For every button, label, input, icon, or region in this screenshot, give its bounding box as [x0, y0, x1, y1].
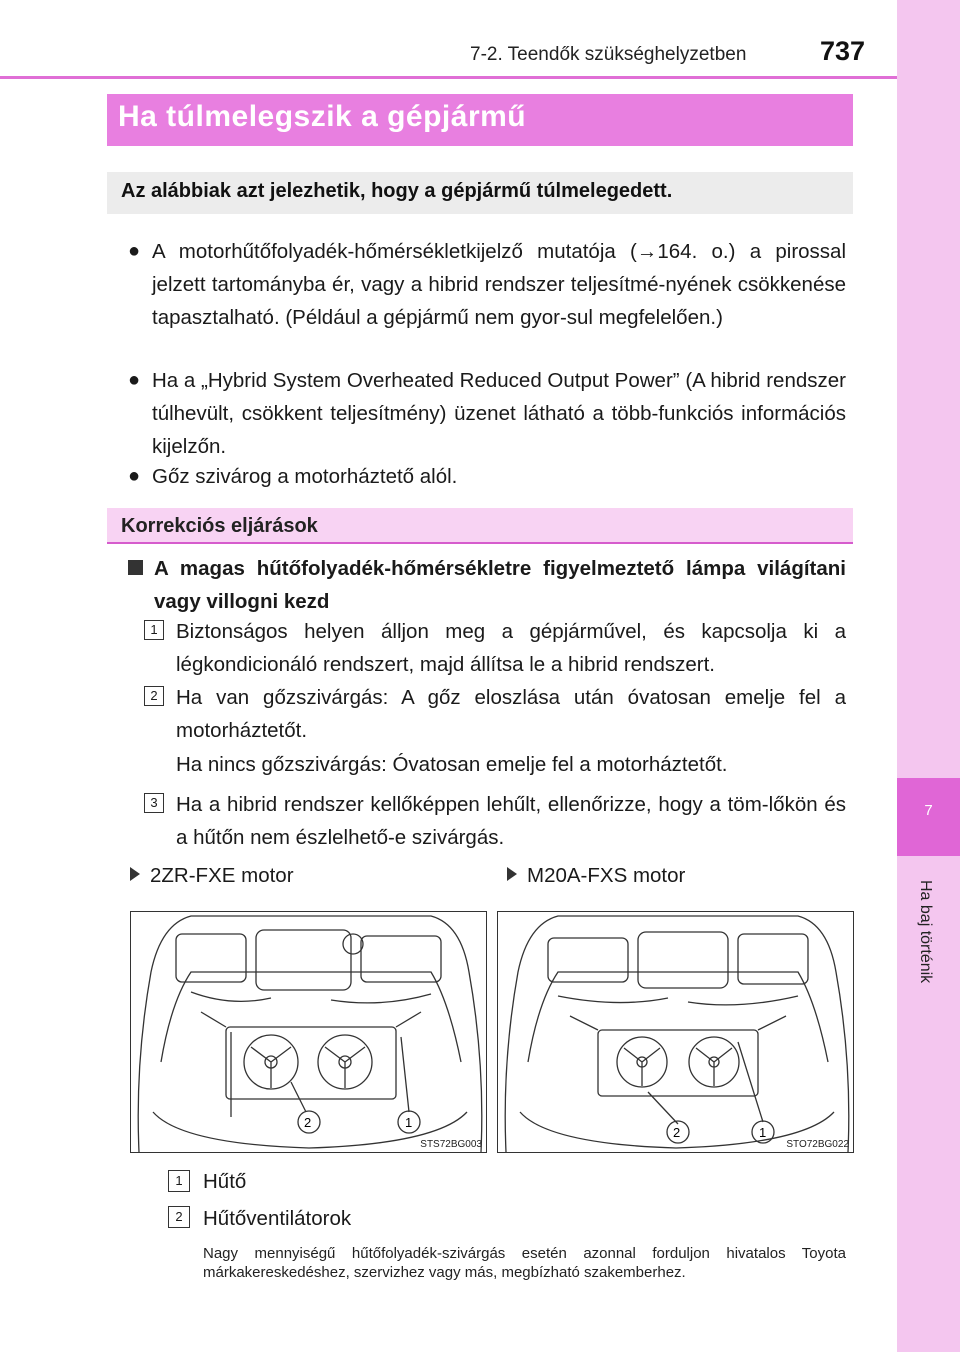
section-rule	[107, 542, 853, 544]
bullet-text: Gőz szivárog a motorháztető alól.	[152, 465, 458, 488]
engine-label	[507, 864, 685, 888]
subheading	[128, 552, 846, 618]
bullet-dot-icon: ●	[128, 240, 141, 262]
engine-bay-illustration	[131, 912, 487, 1153]
side-tab	[897, 0, 960, 1352]
intro-text: Az alábbiak azt jelezhetik, hogy a gépjármű túlmelegedett.	[121, 180, 673, 202]
side-chapter-title-box	[916, 880, 940, 1020]
engine-figure-m20a	[497, 911, 854, 1153]
bullet-text: A motorhűtőfolyadék-hőmérsékletkijelző mutatója (→164. o.) a pirossal jelzett tartományba ér, vagy a hibrid rendszer teljesítmé-nyének csökkenése tapasztalható. (Például a gépjármű nem gyor-sul megfelelően.)	[152, 240, 846, 329]
bullet-dot-icon: ●	[128, 369, 141, 391]
bullet-item	[128, 235, 846, 334]
bullet-item	[128, 364, 846, 463]
step-number-badge: 2	[144, 686, 164, 706]
step-text: Ha nincs gőzszivárgás: Óvatosan emelje fel a motorháztetőt.	[176, 753, 728, 776]
legend-number-badge: 2	[168, 1206, 190, 1228]
bullet-dot-icon: ●	[128, 465, 141, 487]
step-text: Biztonságos helyen álljon meg a gépjárművel, és kapcsolja ki a légkondicionáló rendszert, majd állítsa le a hibrid rendszert.	[176, 620, 846, 676]
legend-number-badge: 1	[168, 1170, 190, 1192]
header-section: 7-2. Teendők szükséghelyzetben	[470, 44, 747, 65]
step-number-badge: 3	[144, 793, 164, 813]
engine-label-text: M20A-FXS motor	[527, 864, 686, 887]
engine-bay-illustration	[498, 912, 854, 1153]
header-rule	[0, 76, 897, 79]
step-text: Ha a hibrid rendszer kellőképpen lehűlt, ellenőrizze, hogy a töm-lőkön és a hűtőn nem észlelhető-e szivárgás.	[176, 793, 846, 849]
figure-code: STS72BG003	[420, 1139, 482, 1150]
section-title: Korrekciós eljárások	[121, 515, 318, 537]
engine-figure-2zr	[130, 911, 487, 1153]
page-number: 737	[820, 36, 866, 66]
side-chapter-number: 7	[924, 802, 933, 819]
bullet-text: Ha a „Hybrid System Overheated Reduced Output Power” (A hibrid rendszer túlhevült, csökkent teljesítmény) üzenet látható a több-funkciós információs kijelzőn.	[152, 369, 846, 458]
engine-label	[130, 864, 294, 888]
square-bullet-icon	[128, 560, 143, 575]
footnote: Nagy mennyiségű hűtőfolyadék-szivárgás esetén azonnal forduljon hivatalos Toyota márkakereskedéshez, szervizhez vagy más, megbízható szakemberhez.	[203, 1245, 846, 1281]
step-text: Ha van gőzszivárgás: A gőz eloszlása után óvatosan emelje fel a motorháztetőt.	[176, 686, 846, 742]
page-title: Ha túlmelegszik a gépjármű	[118, 100, 527, 133]
subheading-text: A magas hűtőfolyadék-hőmérsékletre figyelmeztető lámpa világítani vagy villogni kezd	[154, 557, 846, 613]
triangle-arrow-icon	[130, 867, 140, 881]
triangle-arrow-icon	[507, 867, 517, 881]
callout-2: 2	[673, 1125, 681, 1140]
engine-label-text: 2ZR-FXE motor	[150, 864, 294, 887]
callout-1: 1	[759, 1125, 767, 1140]
callout-2: 2	[304, 1115, 312, 1130]
legend-text: Hűtőventilátorok	[203, 1207, 352, 1230]
bullet-item	[128, 460, 846, 493]
step-number-badge: 1	[144, 620, 164, 640]
side-chapter-title: Ha baj történik	[917, 880, 934, 984]
legend-text: Hűtő	[203, 1170, 247, 1193]
figure-code: STO72BG022	[786, 1139, 849, 1150]
callout-1: 1	[405, 1115, 413, 1130]
